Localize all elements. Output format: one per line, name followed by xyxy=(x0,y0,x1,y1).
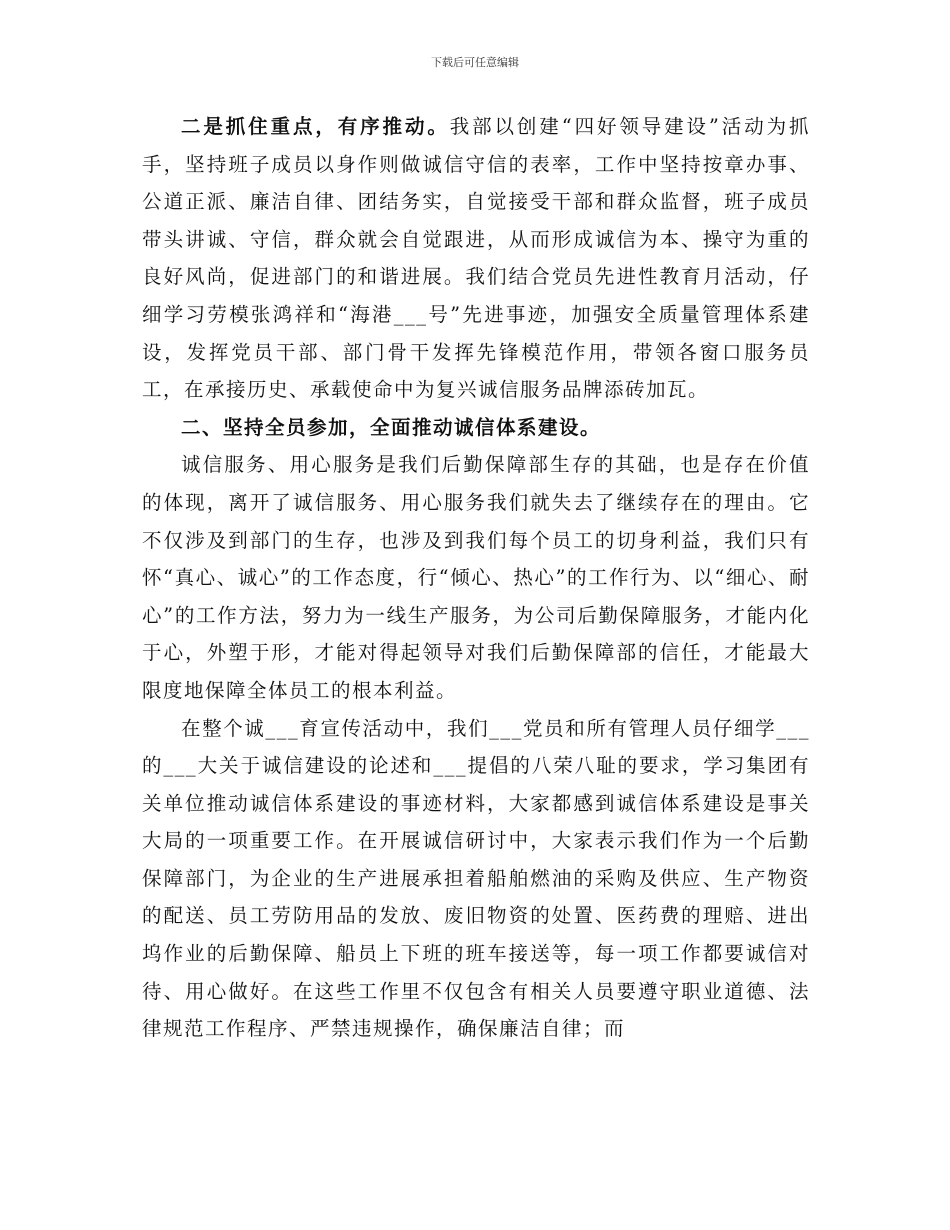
paragraph-3: 诚信服务、用心服务是我们后勤保障部生存的其础，也是存在价值的体现，离开了诚信服务、用心服务我们就失去了继续存在的理由。它不仅涉及到部门的生存，也涉及到我们每个员工的切身利益，我们只有怀“真心、诚心”的工作态度，行“倾心、热心”的工作行为、以“细心、耐心”的工作方法，努力为一线生产服务，为公司后勤保障服务，才能内化于心，外塑于形，才能对得起领导对我们后勤保障部的信任，才能最大限度地保障全体员工的根本利益。 xyxy=(142,453,810,702)
paragraph-1 xyxy=(142,108,810,409)
paragraph-4: 在整个诚___育宣传活动中，我们___党员和所有管理人员仔细学___的___大关于诚信建设的论述和___提倡的八荣八耻的要求，学习集团有关单位推动诚信体系建设的事迹材料，大家都感到诚信体系建设是事关大局的一项重要工作。在开展诚信研讨中，大家表示我们作为一个后勤保障部门，为企业的生产进展承担着船舶燃油的采购及供应、生产物资的配送、员工劳防用品的发放、废旧物资的处置、医药费的理赔、进出坞作业的后勤保障、船员上下班的班车接送等，每一项工作都要诚信对待、用心做好。在这些工作里不仅包含有相关人员要遵守职业道德、法律规范工作程序、严禁违规操作，确保廉洁自律；而 xyxy=(142,716,810,1041)
page-header: 下载后可任意编辑 xyxy=(431,56,519,69)
document-body xyxy=(142,108,810,1048)
section-heading: 二、坚持全员参加，全面推动诚信体系建设。 xyxy=(181,415,602,439)
paragraph-1-body: 我部以创建“四好领导建设”活动为抓手，坚持班子成员以身作则做诚信守信的表率，工作中坚持按章办事、公道正派、廉洁自律、团结务实，自觉接受干部和群众监督，班子成员带头讲诚、守信，群众就会自觉跟进，从而形成诚信为本、操守为重的良好风尚，促进部门的和谐进展。我们结合党员先进性教育月活动，仔细学习劳模张鸿祥和“海港___号”先进事迹，加强安全质量管理体系建设，发挥党员干部、部门骨干发挥先锋模范作用，带领各窗口服务员工，在承接历史、承载使命中为复兴诚信服务品牌添砖加瓦。 xyxy=(142,115,810,402)
paragraph-1-lead: 二是抓住重点，有序推动。 xyxy=(181,115,450,138)
